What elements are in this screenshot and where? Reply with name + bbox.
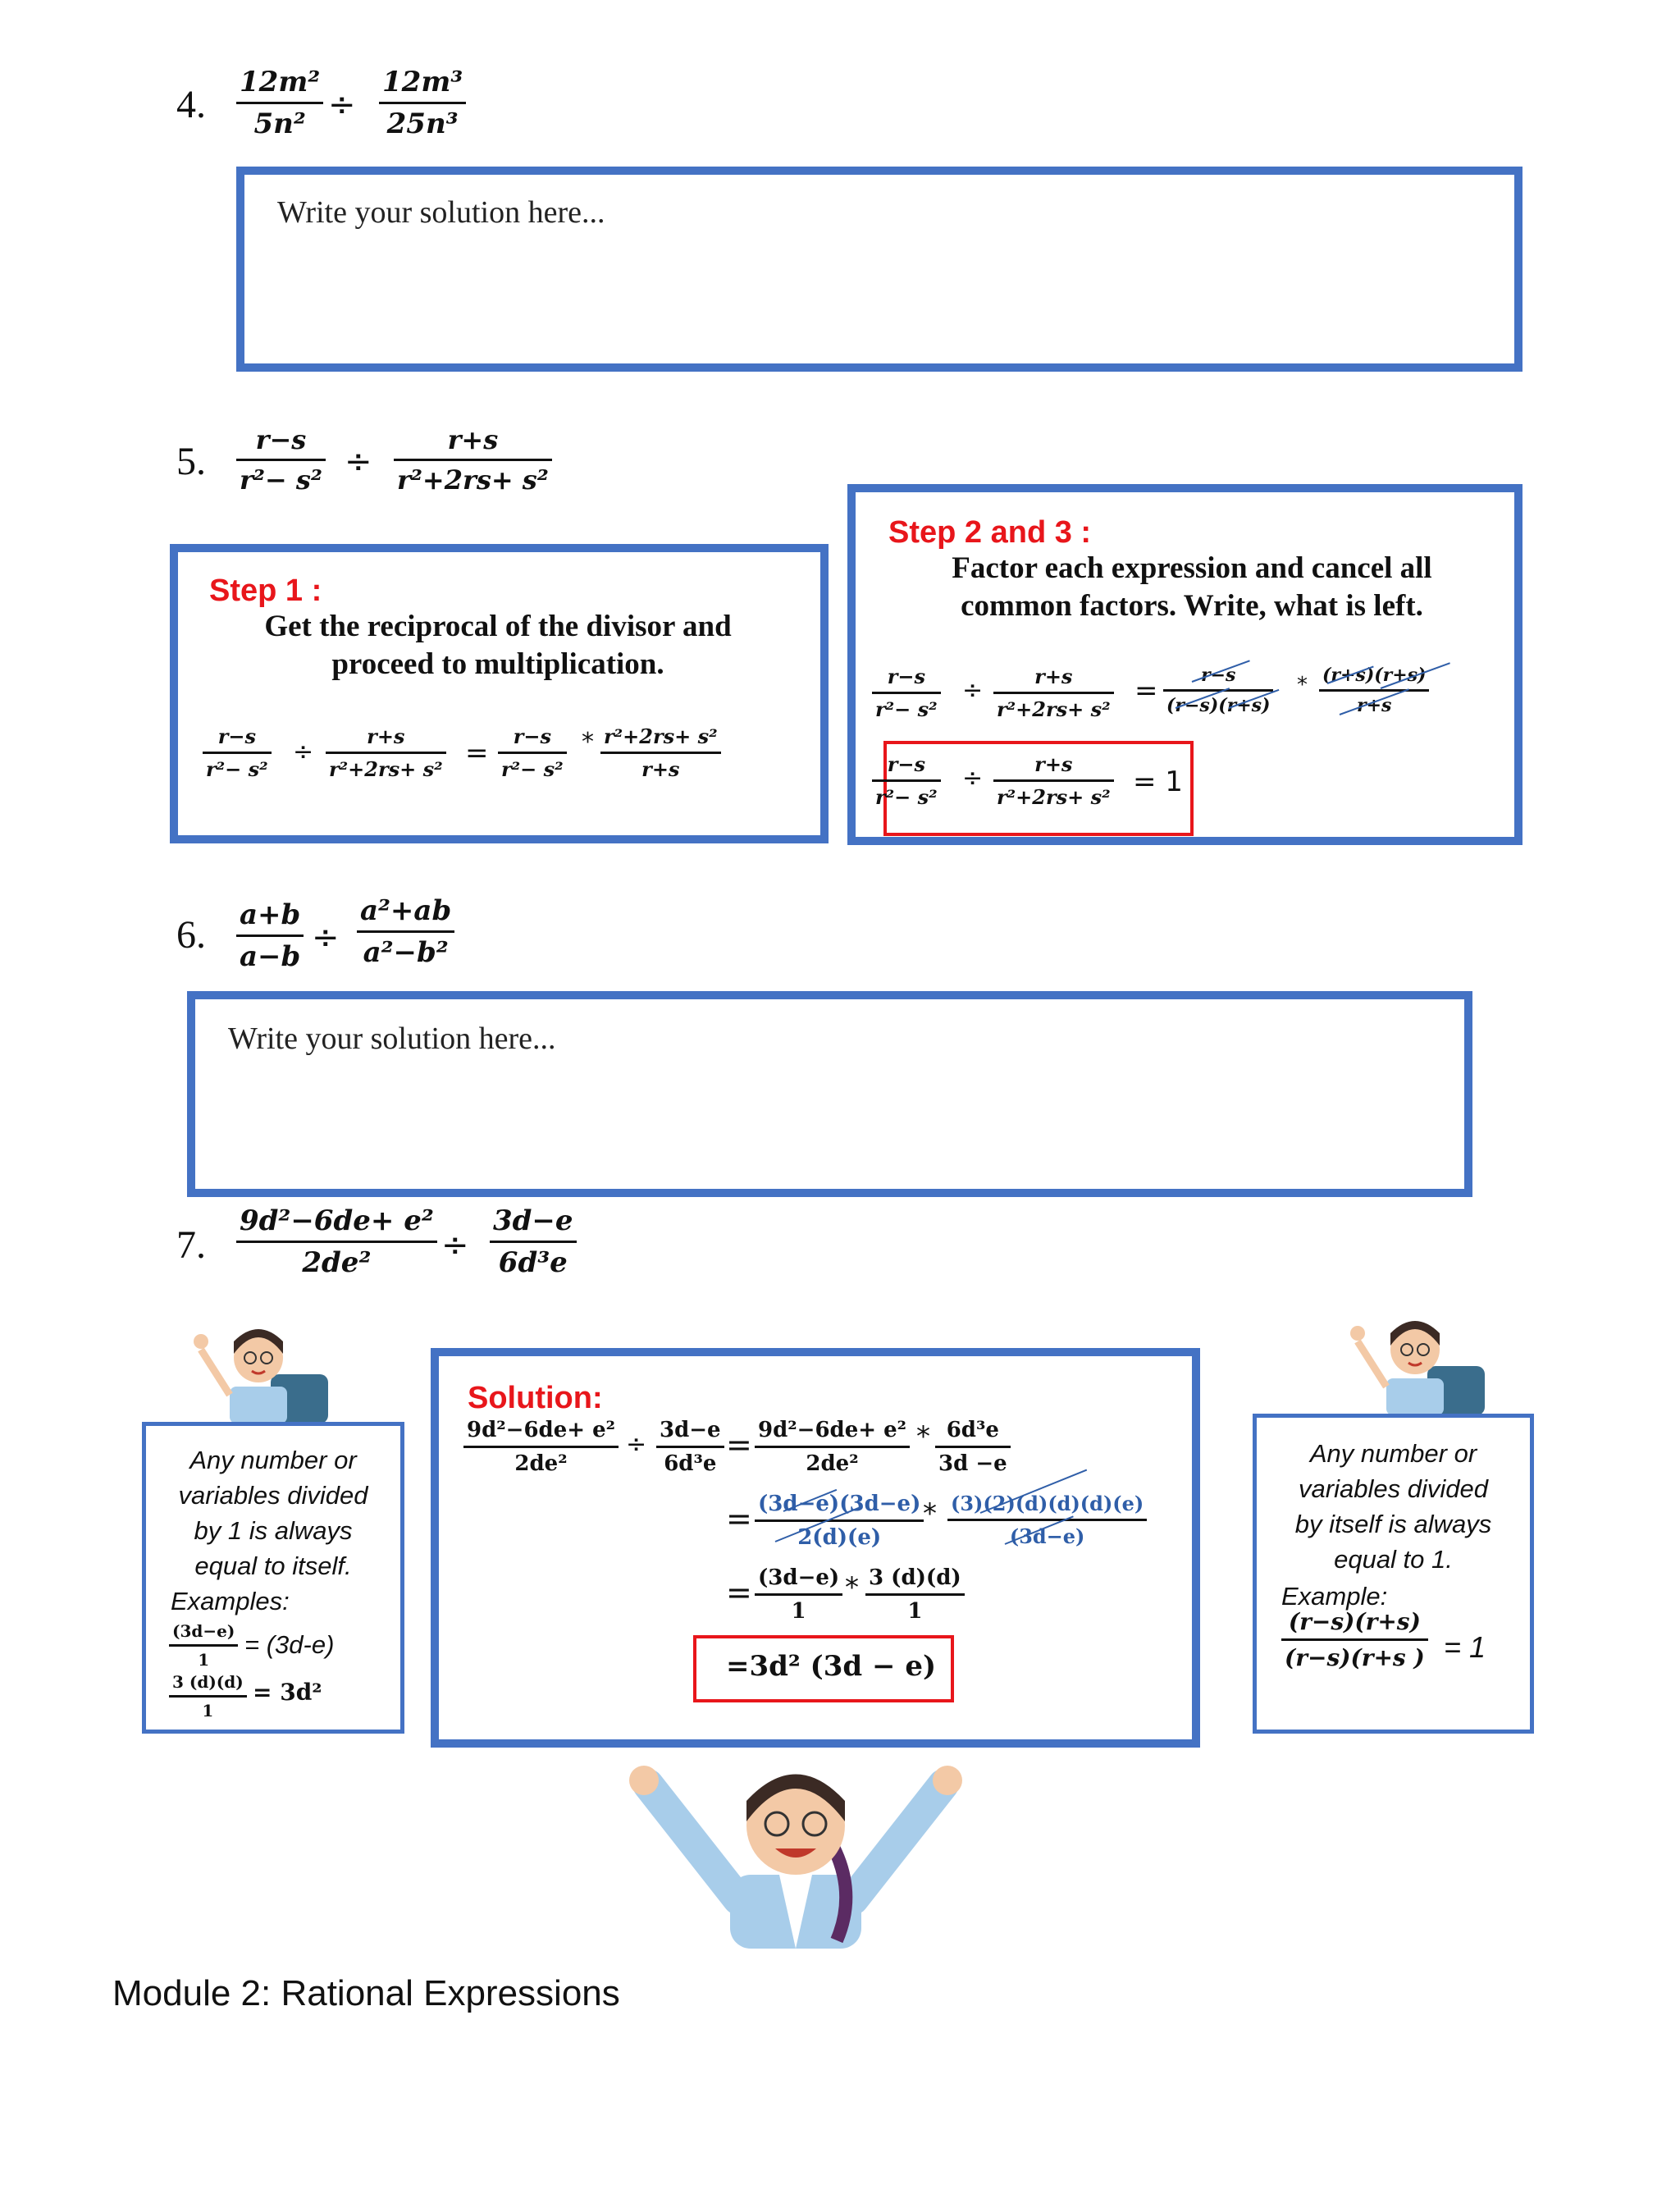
numerator: (3d−e) — [172, 1621, 235, 1641]
denominator: 6d³e — [490, 1241, 577, 1279]
step-1-instructions — [211, 608, 785, 683]
numerator: 9d²−6de+ e² — [758, 1418, 907, 1442]
denominator: 2(d)(e) — [755, 1519, 924, 1550]
numerator: 9d²−6de+ e² — [467, 1418, 616, 1442]
note-text — [1257, 1436, 1530, 1577]
denominator: r²+2rs+ s² — [993, 692, 1114, 721]
numerator: r−s — [255, 424, 307, 455]
example-result: = 3d² — [253, 1679, 322, 1706]
fraction — [935, 1418, 1011, 1476]
numerator: r−s — [513, 724, 551, 748]
numerator: 3 (d)(d) — [869, 1565, 961, 1590]
problem-4-right-fraction — [379, 66, 466, 140]
denominator: (r−s)(r+s ) — [1281, 1638, 1428, 1671]
example-fraction — [169, 1621, 238, 1670]
note-line: equal to itself. — [194, 1551, 352, 1580]
note-line: by 1 is always — [194, 1516, 353, 1545]
divide-sign: ÷ — [962, 764, 984, 793]
denominator: r²− s² — [203, 752, 272, 781]
denominator: 1 — [865, 1593, 965, 1624]
numerator: r−s — [887, 752, 925, 776]
numerator: (r+s)(r+s) — [1322, 665, 1427, 686]
note-line: equal to 1. — [1334, 1545, 1453, 1574]
note-line: variables divided — [178, 1481, 368, 1510]
numerator: a²+ab — [360, 894, 452, 927]
denominator: r²− s² — [236, 459, 326, 496]
numerator: r+s — [447, 424, 499, 455]
fraction — [498, 724, 567, 781]
denominator: r²+2rs+ s² — [326, 752, 446, 781]
fraction — [326, 724, 446, 781]
numerator: 9d²−6de+ e² — [240, 1204, 434, 1237]
problem-number: 4. — [176, 83, 206, 126]
equals-sign: = — [726, 1427, 752, 1463]
fraction — [872, 752, 941, 809]
fraction — [947, 1492, 1147, 1548]
problem-4-left-fraction — [236, 66, 323, 140]
answer-placeholder: Write your solution here... — [228, 1021, 556, 1056]
instruction-line: Get the reciprocal of the divisor and — [264, 610, 732, 643]
denominator: r+s — [1319, 689, 1429, 716]
note-line: Any number or — [1309, 1439, 1477, 1468]
instruction-line: Factor each expression and cancel all — [952, 551, 1432, 585]
denominator: a−b — [236, 934, 304, 973]
note-text — [146, 1442, 400, 1583]
example-label: Example: — [1281, 1582, 1388, 1611]
denominator: 2de² — [236, 1241, 437, 1279]
note-line: Any number or — [189, 1446, 357, 1474]
fraction — [203, 724, 272, 781]
step-2-3-title: Step 2 and 3 : — [888, 515, 1092, 550]
step-1-box — [170, 544, 829, 843]
numerator: 3d−e — [493, 1204, 573, 1237]
numerator: a+b — [240, 898, 301, 931]
denominator: 5n² — [236, 102, 323, 140]
fraction — [872, 665, 941, 721]
numerator: r+s — [367, 724, 405, 748]
equals-sign: = — [726, 1574, 752, 1611]
equals-sign: = — [1134, 674, 1158, 707]
multiply-sign: * — [845, 1571, 859, 1604]
denominator: 1 — [755, 1593, 842, 1624]
fraction — [656, 1418, 724, 1476]
equals-sign: = — [726, 1501, 752, 1537]
divide-sign: ÷ — [312, 919, 340, 957]
denominator: r²− s² — [498, 752, 567, 781]
denominator: r²− s² — [872, 692, 941, 721]
numerator: (3d−e)(3d−e) — [758, 1492, 921, 1516]
fraction — [755, 1565, 842, 1624]
denominator: r²+2rs+ s² — [394, 459, 552, 496]
problem-4-answer-box[interactable] — [236, 167, 1522, 372]
solution-title: Solution: — [468, 1381, 603, 1415]
answer-placeholder: Write your solution here... — [277, 195, 605, 230]
example-result: = (3d-e) — [244, 1630, 335, 1659]
numerator: r−s — [887, 665, 925, 688]
problem-6-answer-box[interactable] — [187, 991, 1472, 1197]
denominator: (3d−e) — [947, 1519, 1147, 1548]
multiply-sign: * — [916, 1420, 930, 1453]
denominator: r²+2rs+ s² — [993, 779, 1114, 809]
denominator: 2de² — [463, 1446, 619, 1476]
problem-6-left-fraction — [236, 898, 304, 973]
problem-6-right-fraction — [357, 894, 454, 969]
denominator: 3d −e — [935, 1446, 1011, 1476]
numerator: 12m² — [240, 66, 321, 98]
numerator: 3 (d)(d) — [172, 1672, 244, 1692]
numerator: r−s — [1201, 665, 1236, 686]
numerator: (r−s)(r+s) — [1288, 1608, 1421, 1635]
fraction — [993, 665, 1114, 721]
denominator: 6d³e — [656, 1446, 724, 1476]
fraction — [600, 724, 721, 781]
fraction — [865, 1565, 965, 1624]
divide-sign: ÷ — [293, 738, 314, 766]
footer-title: Module 2: Rational Expressions — [112, 1973, 620, 2013]
numerator: (3d−e) — [758, 1565, 840, 1590]
left-note-box — [142, 1422, 404, 1734]
fraction — [755, 1492, 924, 1550]
problem-number: 7. — [176, 1223, 206, 1267]
fraction — [463, 1418, 619, 1476]
teacher-avatar-icon — [1345, 1313, 1493, 1415]
denominator: (r−s)(r+s) — [1163, 689, 1273, 716]
problem-number: 6. — [176, 913, 206, 957]
equals-sign: = — [465, 737, 489, 770]
numerator: 3d−e — [660, 1418, 721, 1442]
teacher-celebrating-icon — [615, 1752, 976, 1949]
teacher-avatar-icon — [193, 1317, 336, 1423]
result-value: = 1 — [1133, 765, 1183, 798]
examples-label: Examples: — [171, 1587, 290, 1615]
solution-box — [431, 1348, 1200, 1748]
denominator: 25n³ — [379, 102, 466, 140]
multiply-sign: * — [1297, 673, 1308, 697]
step-1-title: Step 1 : — [209, 573, 322, 608]
denominator: a²−b² — [357, 930, 454, 969]
instruction-line: proceed to multiplication. — [331, 647, 664, 681]
numerator: r+s — [1034, 665, 1073, 688]
divide-sign: ÷ — [962, 676, 984, 705]
instruction-line: common factors. Write, what is left. — [961, 589, 1423, 623]
fraction — [1319, 665, 1429, 716]
numerator: (3)(2)(d)(d)(d)(e) — [951, 1492, 1144, 1515]
denominator: r²− s² — [872, 779, 941, 809]
fraction — [993, 752, 1114, 809]
final-answer: =3d² (3d − e) — [726, 1650, 937, 1683]
multiply-sign: * — [582, 728, 594, 756]
divide-sign: ÷ — [441, 1227, 469, 1264]
divide-sign: ÷ — [345, 443, 372, 481]
note-line: variables divided — [1299, 1474, 1488, 1503]
denominator: r+s — [600, 752, 721, 781]
example-fraction — [1281, 1608, 1428, 1671]
problem-7-left-fraction — [236, 1204, 437, 1279]
numerator: 6d³e — [946, 1418, 999, 1442]
numerator: r+s — [1034, 752, 1073, 776]
problem-7-right-fraction — [490, 1204, 577, 1279]
numerator: r²+2rs+ s² — [604, 724, 718, 748]
problem-5-right-fraction — [394, 424, 552, 496]
divide-sign: ÷ — [328, 86, 356, 124]
step-2-3-instructions — [905, 550, 1479, 625]
problem-number: 5. — [176, 440, 206, 483]
example-result: = 1 — [1444, 1630, 1486, 1664]
numerator: 12m³ — [382, 66, 463, 98]
divide-sign: ÷ — [626, 1430, 647, 1459]
denominator: 1 — [169, 1644, 238, 1670]
problem-5-left-fraction — [236, 424, 326, 496]
numerator: r−s — [217, 724, 256, 748]
denominator: 1 — [169, 1695, 247, 1720]
fraction — [755, 1418, 910, 1476]
step-2-3-box — [847, 484, 1522, 845]
example-fraction — [169, 1672, 247, 1720]
right-note-box — [1253, 1414, 1534, 1734]
multiply-sign: * — [923, 1497, 937, 1530]
note-line: by itself is always — [1294, 1510, 1492, 1538]
denominator: 2de² — [755, 1446, 910, 1476]
